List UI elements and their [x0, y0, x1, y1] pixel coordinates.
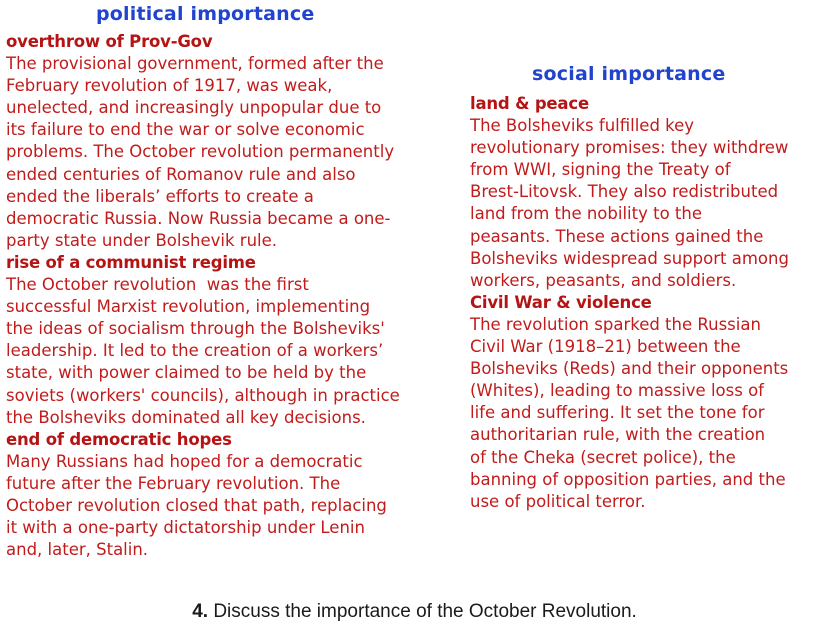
text-line: Many Russians had hoped for a democratic	[6, 451, 363, 471]
text-line: October revolution closed that path, replacing	[6, 495, 387, 515]
text-line: The Bolsheviks fulfilled key	[470, 116, 695, 136]
text-line: ended the liberals’ efforts to create a	[6, 186, 314, 206]
section-heading: overthrow of Prov-Gov	[6, 32, 213, 51]
section-heading: Civil War & violence	[470, 292, 652, 312]
text-line: successful Marxist revolution, implementing	[6, 297, 371, 317]
right-column-title: social importance	[532, 63, 726, 85]
text-line: future after the February revolution. The	[6, 473, 341, 493]
text-line: leadership. It led to the creation of a workers’	[6, 341, 384, 361]
text-line: the ideas of socialism through the Bolsheviks'	[6, 319, 385, 339]
worksheet-question	[0, 601, 829, 623]
text-line: the Bolsheviks dominated all key decisions.	[6, 407, 366, 427]
text-line: Civil War (1918–21) between the	[470, 337, 741, 357]
text-line: Bolsheviks widespread support among	[470, 248, 789, 268]
text-line: soviets (workers' councils), although in practice	[6, 385, 400, 405]
text-line: banning of opposition parties, and the	[470, 469, 786, 489]
text-line: February revolution of 1917, was weak,	[6, 76, 333, 96]
left-column-sections	[6, 31, 442, 561]
text-line: unelected, and increasingly unpopular due to	[6, 98, 382, 118]
text-line: life and suffering. It set the tone for	[470, 403, 765, 423]
text-line: revolutionary promises: they withdrew	[470, 138, 789, 158]
text-line: use of political terror.	[470, 491, 646, 511]
question-text: Discuss the importance of the October Revolution.	[208, 601, 637, 622]
text-line: Brest-Litovsk. They also redistributed	[470, 182, 779, 202]
text-line: problems. The October revolution permanently	[6, 142, 395, 162]
section-heading: rise of a communist regime	[6, 252, 256, 272]
text-line: land from the nobility to the	[470, 204, 702, 224]
text-line: and, later, Stalin.	[6, 540, 149, 560]
text-line: ended centuries of Romanov rule and also	[6, 164, 356, 184]
right-column-sections	[470, 93, 818, 513]
text-line: peasants. These actions gained the	[470, 226, 764, 246]
section-heading: end of democratic hopes	[6, 429, 232, 449]
text-line: democratic Russia. Now Russia became a one-	[6, 208, 391, 228]
text-line: workers, peasants, and soldiers.	[470, 270, 737, 290]
text-line: The provisional government, formed after the	[6, 54, 384, 74]
text-line: party state under Bolshevik rule.	[6, 230, 278, 250]
text-line: (Whites), leading to massive loss of	[470, 381, 764, 401]
text-line: The October revolution was the first	[6, 275, 309, 295]
question-number: 4.	[192, 601, 209, 622]
text-line: state, with power claimed to be held by the	[6, 363, 367, 383]
text-line: its failure to end the war or solve economic	[6, 120, 365, 140]
text-line: The revolution sparked the Russian	[470, 314, 761, 334]
left-column-title: political importance	[96, 3, 315, 25]
text-line: from WWI, signing the Treaty of	[470, 160, 731, 180]
text-line: authoritarian rule, with the creation	[470, 425, 766, 445]
text-line: of the Cheka (secret police), the	[470, 447, 736, 467]
text-line: Bolsheviks (Reds) and their opponents	[470, 359, 789, 379]
text-line: it with a one-party dictatorship under Lenin	[6, 518, 365, 538]
section-heading: land & peace	[470, 94, 589, 113]
